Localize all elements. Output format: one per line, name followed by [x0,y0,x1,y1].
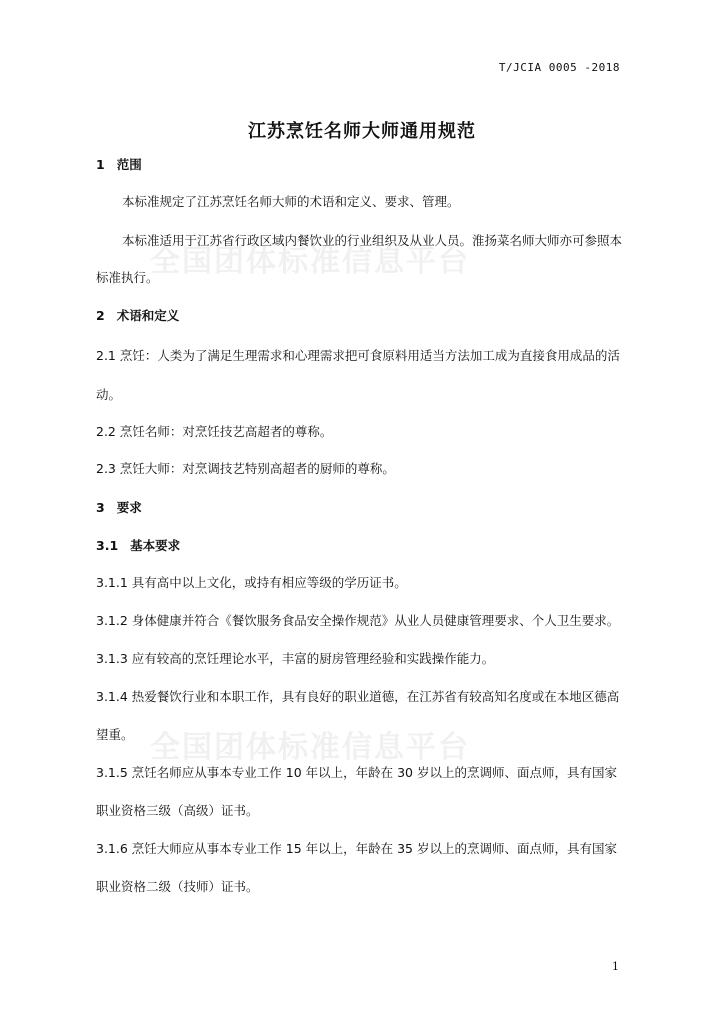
subsection-heading-3-1 [96,538,180,554]
section-heading-1 [96,157,142,173]
requirement-3-1-2: 3.1.2 身体健康并符合《餐饮服务食品安全操作规范》从业人员健康管理要求、个人卫生要求。 [96,613,620,628]
definition-2-3: 2.3 烹饪大师：对烹调技艺特别高超者的厨师的尊称。 [96,461,395,476]
section-number: 1 [96,157,105,172]
section-number: 3 [96,500,105,515]
section-heading-2 [96,308,179,324]
document-title: 江苏烹饪名师大师通用规范 [248,121,476,142]
section-title: 范围 [116,157,142,172]
watermark: 全国团体标准信息平台 [150,730,470,765]
requirement-3-1-6: 3.1.6 烹饪大师应从事本专业工作 15 年以上，年龄在 35 岁以上的烹调师、面点师，具有国家 [96,841,617,856]
section-title: 要求 [116,500,142,515]
requirement-3-1-5: 3.1.5 烹饪名师应从事本专业工作 10 年以上，年龄在 30 岁以上的烹调师、面点师，具有国家 [96,765,617,780]
subsection-title: 基本要求 [130,538,181,553]
requirement-3-1-4: 3.1.4 热爱餐饮行业和本职工作，具有良好的职业道德，在江苏省有较高知名度或在本地区德高 [96,689,620,704]
watermark: 全国团体标准信息平台 [150,244,470,279]
definition-2-2: 2.2 烹饪名师：对烹饪技艺高超者的尊称。 [96,424,333,439]
requirement-3-1-3: 3.1.3 应有较高的烹饪理论水平，丰富的厨房管理经验和实践操作能力。 [96,651,495,666]
requirement-3-1-1: 3.1.1 具有高中以上文化，或持有相应等级的学历证书。 [96,575,407,590]
requirement-3-1-4-continuation: 望重。 [96,727,134,742]
requirement-3-1-5-continuation: 职业资格三级（高级）证书。 [96,803,259,818]
section-number: 2 [96,308,105,323]
document-code: T/JCIA 0005 -2018 [498,61,620,74]
section-title: 术语和定义 [116,308,180,323]
section-heading-3 [96,500,142,516]
definition-2-1-continuation: 动。 [96,387,122,402]
requirement-3-1-6-continuation: 职业资格二级（技师）证书。 [96,879,259,894]
paragraph-continuation: 标准执行。 [96,270,159,285]
definition-2-1: 2.1 烹饪：人类为了满足生理需求和心理需求把可食原料用适当方法加工成为直接食用成品的活 [96,348,620,363]
paragraph: 本标准规定了江苏烹饪名师大师的术语和定义、要求、管理。 [122,194,460,209]
page-number: 1 [612,960,619,973]
subsection-number: 3.1 [96,538,119,553]
paragraph: 本标准适用于江苏省行政区域内餐饮业的行业组织及从业人员。淮扬菜名师大师亦可参照本 [122,233,623,248]
